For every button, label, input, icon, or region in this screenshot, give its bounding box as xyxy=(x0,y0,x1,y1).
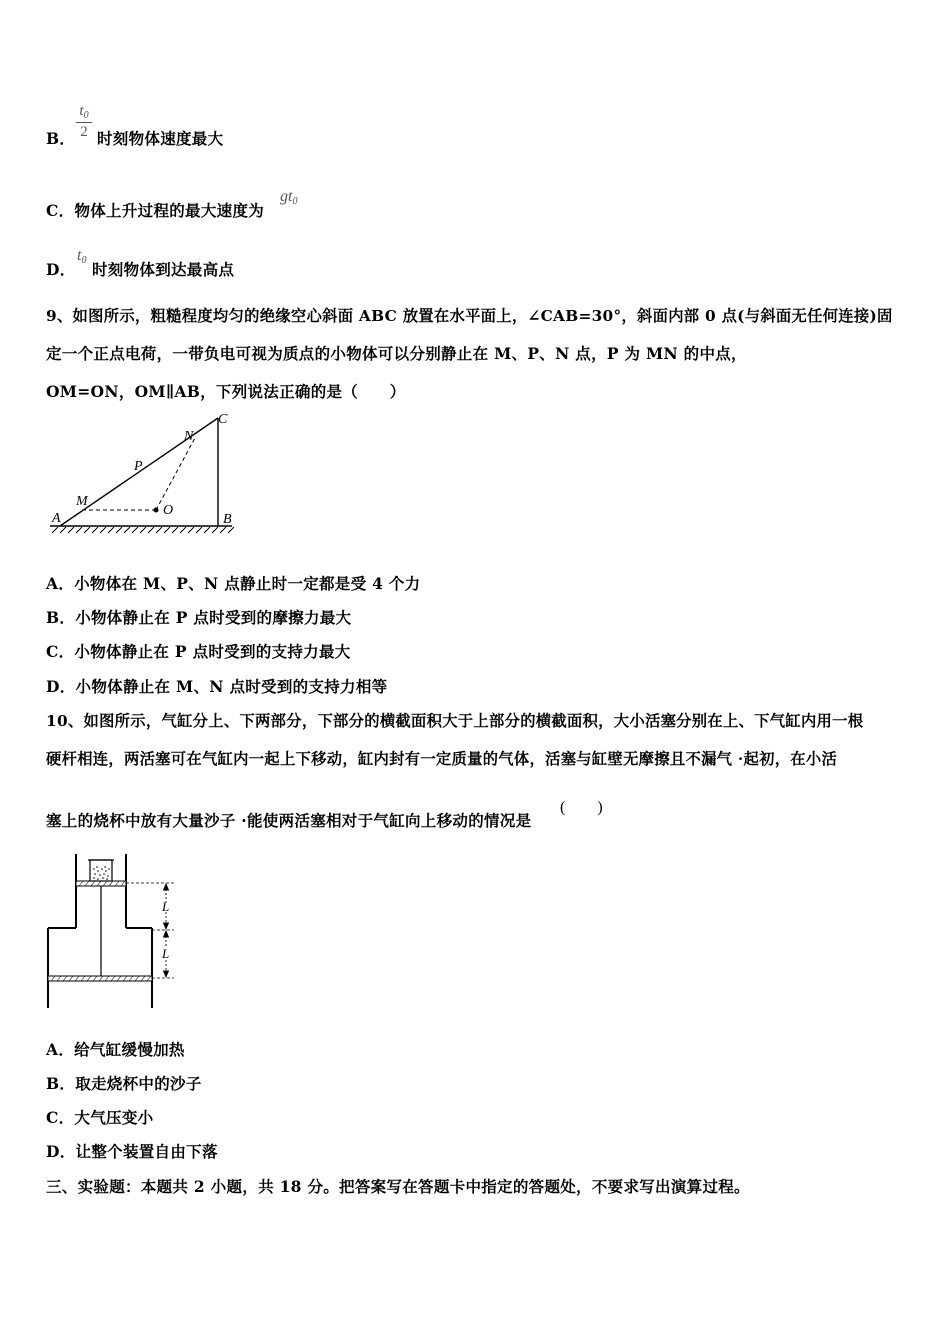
section-3-heading: 三、实验题：本题共 2 小题，共 18 分。把答案写在答题卡中指定的答题处，不要求写出演算过程。 xyxy=(46,1177,750,1196)
q10-stem-line2: 硬杆相连，两活塞可在气缸内一起上下移动，缸内封有一定质量的气体，活塞与缸壁无摩擦且不漏气 ·起初，在小活 xyxy=(46,750,838,768)
q9-stem-line1: 9、如图所示，粗糙程度均匀的绝缘空心斜面 ABC 放置在水平面上，∠CAB=30°，斜面内部 0 点(与斜面无任何连接)固 xyxy=(46,307,893,325)
q8-option-b xyxy=(46,127,75,149)
q9-stem-line3: OM=ON，OM∥AB，下列说法正确的是（ ） xyxy=(46,382,406,401)
q8-option-d-text: 时刻物体到达最高点 xyxy=(92,260,235,279)
q10-stem-line1: 10、如图所示，气缸分上、下两部分，下部分的横截面积大于上部分的横截面积，大小活塞分别在上、下气缸内用一根 xyxy=(46,712,864,730)
label-l-upper: L xyxy=(162,899,170,914)
q10-option-a: A．给气缸缓慢加热 xyxy=(46,1040,185,1059)
q10-option-c: C．大气压变小 xyxy=(46,1108,154,1127)
frac-numerator: t xyxy=(79,103,84,119)
q9-option-d: D．小物体静止在 M、N 点时受到的支持力相等 xyxy=(46,677,388,696)
option-label: B． xyxy=(46,129,76,148)
q9-stem-line2: 定一个正点电荷，一带负电可视为质点的小物体可以分别静止在 M、P、N 点，P 为 MN 的中点， xyxy=(46,344,747,363)
math-t: t xyxy=(77,247,82,264)
q10-stem-line3: 塞上的烧杯中放有大量沙子 ·能使两活塞相对于气缸向上移动的情况是 xyxy=(46,811,532,830)
math-gt0 xyxy=(280,188,297,207)
fraction-bar xyxy=(76,122,92,123)
q10-option-b: B．取走烧杯中的沙子 xyxy=(46,1074,202,1093)
incline-figure xyxy=(46,408,246,540)
fraction-t0-over-2 xyxy=(76,103,92,141)
frac-denominator: 2 xyxy=(80,124,88,140)
q9-option-c: C．小物体静止在 P 点时受到的支持力最大 xyxy=(46,642,351,661)
math-gt: gt xyxy=(280,188,293,205)
option-text: 物体上升过程的最大速度为 xyxy=(74,201,265,220)
q9-option-a: A．小物体在 M、P、N 点静止时一定都是受 4 个力 xyxy=(46,574,421,593)
dimension-arrows xyxy=(164,884,169,977)
point-charge-o xyxy=(154,508,159,513)
label-l-lower: L xyxy=(162,946,170,961)
label-c: C xyxy=(218,412,228,427)
label-a: A xyxy=(52,511,61,526)
label-p: P xyxy=(134,459,143,474)
frac-numerator-sub: 0 xyxy=(83,110,89,121)
ground-hatch xyxy=(52,527,234,533)
q9-option-b: B．小物体静止在 P 点时受到的摩擦力最大 xyxy=(46,608,352,627)
q8-option-d-label: D． xyxy=(46,260,76,279)
label-b: B xyxy=(223,512,232,527)
q8-option-c xyxy=(46,199,264,221)
label-o: O xyxy=(163,503,174,518)
math-t0 xyxy=(77,247,86,266)
q8-option-b-text: 时刻物体速度最大 xyxy=(97,129,224,148)
q10-option-d: D．让整个装置自由下落 xyxy=(46,1142,218,1161)
label-n: N xyxy=(184,429,194,444)
cylinder-figure xyxy=(44,850,184,1012)
label-m: M xyxy=(76,494,88,509)
math-t-sub: 0 xyxy=(81,255,87,266)
math-gt-sub: 0 xyxy=(292,196,298,207)
dimension-lines xyxy=(126,883,174,978)
q10-answer-paren: ( ) xyxy=(560,799,603,816)
option-label: C． xyxy=(46,201,75,220)
